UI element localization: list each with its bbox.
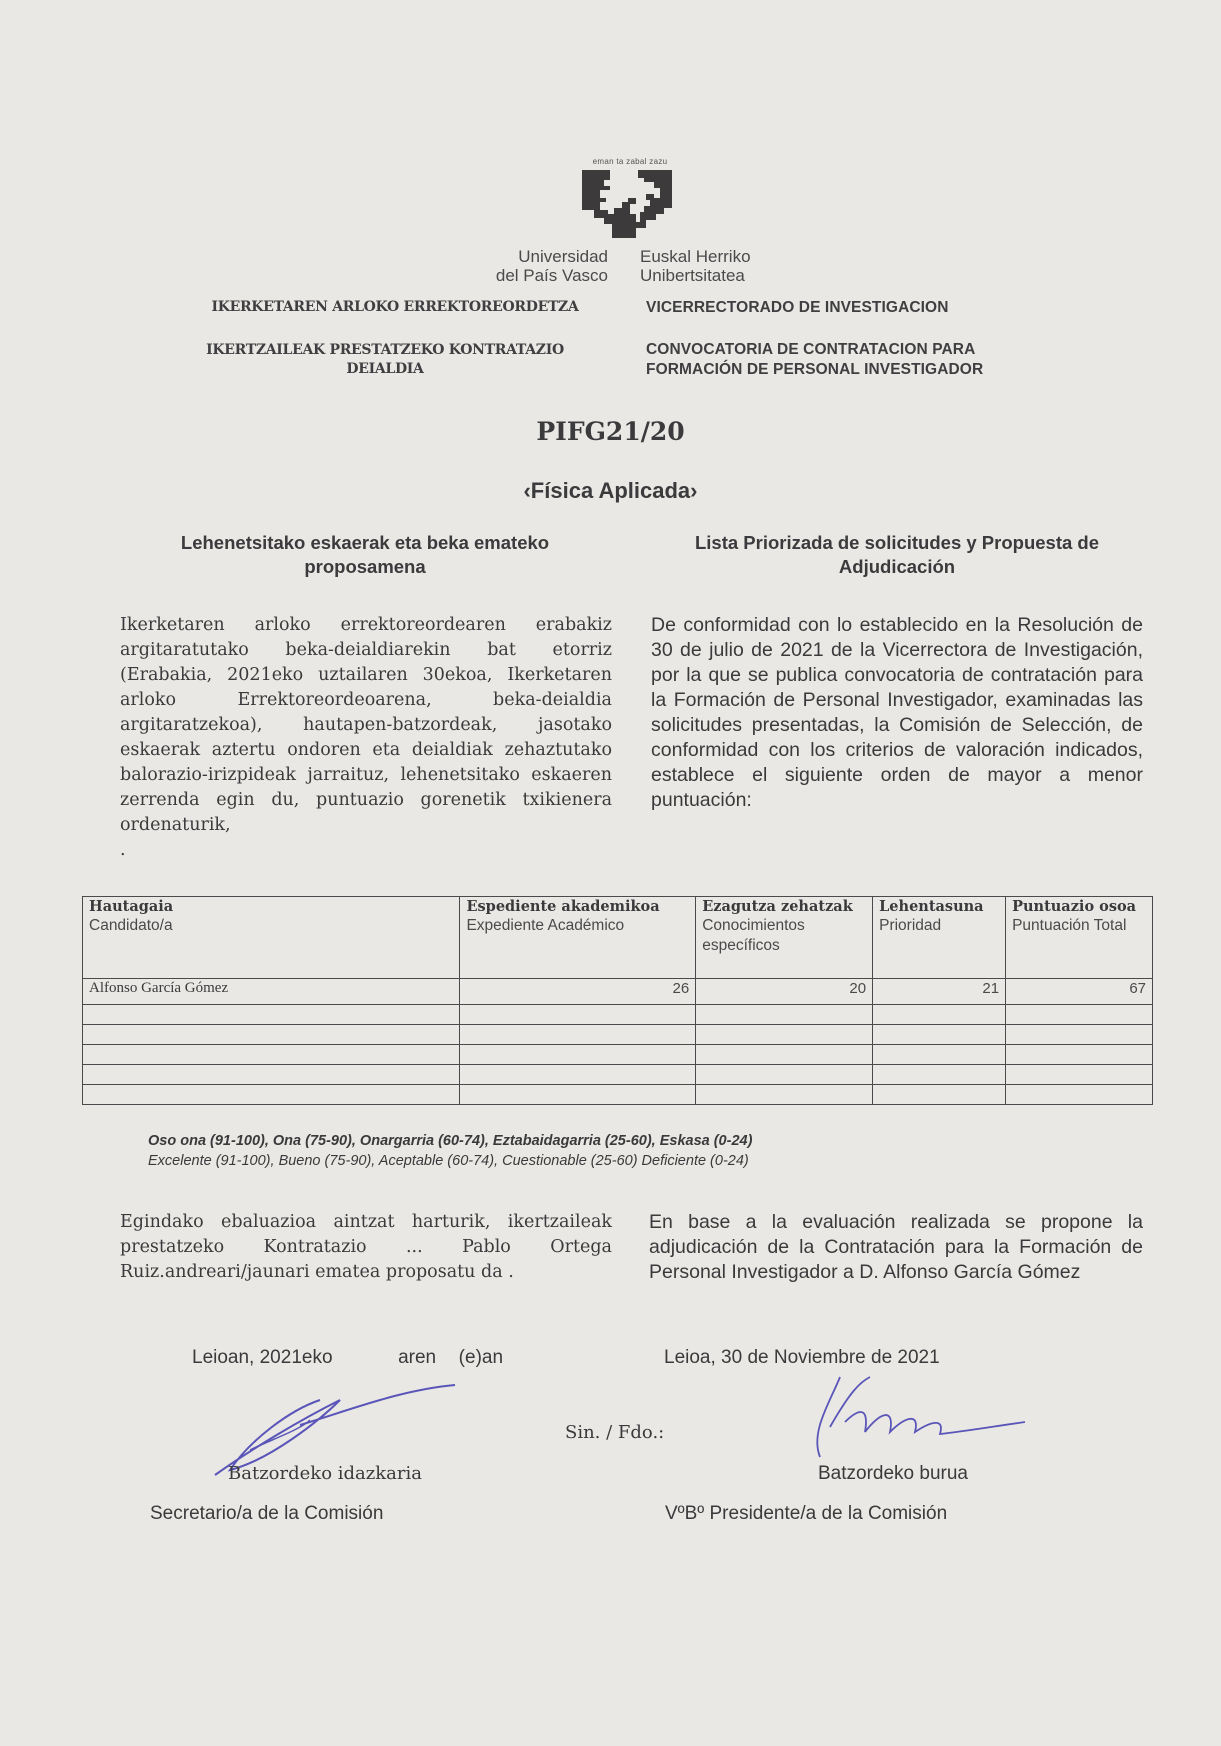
department-eu: IKERKETAREN ARLOKO ERREKTOREORDETZA [211,299,579,315]
secretary-title-es: Secretario/a de la Comisión [150,1503,384,1524]
empty-cell [873,1085,1006,1105]
university-logo-icon [580,168,675,240]
table-row-empty [83,1025,1153,1045]
empty-cell [460,1065,696,1085]
column-header-eu: Puntuazio osoa [1012,898,1137,915]
proposal-paragraph-es: En base a la evaluación realizada se propone la adjudicación de la Contratación para la Formación de Personal Investigador a D. Alfonso García Gómez [649,1211,1143,1283]
scores-table [82,896,1153,1105]
empty-cell [1006,1045,1153,1065]
section-title-es [650,531,1144,579]
empty-cell [83,1005,460,1025]
empty-cell [873,1025,1006,1045]
empty-cell [873,1005,1006,1025]
table-header-row [83,897,1153,979]
empty-cell [460,1005,696,1025]
candidate-name: Alfonso García Gómez [83,979,460,1005]
president-title-es: VºBº Presidente/a de la Comisión [665,1503,948,1524]
empty-cell [696,1085,873,1105]
rating-legend-es: Excelente (91-100), Bueno (75-90), Aceptable (60-74), Cuestionable (25-60) Deficiente (0-24) [148,1153,749,1169]
column-header-priority [873,897,1006,979]
empty-cell [1006,1005,1153,1025]
secretary-title-eu: Batzordeko idazkaria [228,1463,422,1484]
section-title-es-line2: Adjudicación [838,556,956,577]
call-title-eu [160,341,610,379]
priority-score: 21 [873,979,1006,1005]
column-header-total [1006,897,1153,979]
empty-cell [1006,1025,1153,1045]
column-header-es: Puntuación Total [1012,917,1127,934]
call-title-es-line2: FORMACIÓN DE PERSONAL INVESTIGADOR [646,361,984,378]
call-title-es [646,340,983,380]
column-header-eu: Espediente akademikoa [466,898,660,915]
empty-cell [873,1045,1006,1065]
president-title-eu: Batzordeko burua [818,1463,968,1484]
empty-cell [83,1025,460,1045]
empty-cell [460,1085,696,1105]
section-title-eu-line2: proposamena [304,556,426,577]
empty-cell [873,1065,1006,1085]
section-title-eu-line1: Lehenetsitako eskaerak eta beka emateko [180,532,550,553]
department-es: VICERRECTORADO DE INVESTIGACION [646,299,949,316]
column-header-candidate [83,897,460,979]
place-date-eu-part3: (e)an [458,1347,504,1368]
proposal-paragraph-eu: Egindako ebaluazioa aintzat harturik, ikertzaileak prestatzeko Kontratazio ... Pablo Ortega Ruiz.andreari/jaunari ematea proposatu da . [120,1212,612,1282]
empty-cell [83,1085,460,1105]
academic-score: 26 [460,979,696,1005]
university-eu-line2: Unibertsitatea [640,266,745,285]
call-title-eu-line1: IKERTZAILEAK PRESTATZEKO KONTRATAZIO [206,342,564,358]
signed-label: Sin. / Fdo.: [565,1422,665,1443]
table-row-empty [83,1045,1153,1065]
empty-cell [1006,1085,1153,1105]
column-header-es: Candidato/a [89,917,173,934]
place-date-eu-part1: Leioan, 2021eko [192,1347,333,1368]
table-row [83,979,1153,1005]
table-row-empty [83,1005,1153,1025]
university-name-eu [640,247,840,285]
intro-paragraph-es: De conformidad con lo establecido en la Resolución de 30 de julio de 2021 de la Vicerrectora de Investigación, por la que se publica convocatoria de contratación para la Formación de Personal Investigador, examinadas las solicitudes presentadas, la Comisión de Selección, de conformidad con los criterios de valoración indicados, establece el siguiente orden de mayor a menor puntuación: [651,614,1143,811]
university-es-line1: Universidad [518,247,608,266]
column-header-knowledge [696,897,873,979]
section-title-es-line1: Lista Priorizada de solicitudes y Propuesta de [694,532,1100,553]
president-signature-icon [800,1372,1030,1462]
place-date-es: Leioa, 30 de Noviembre de 2021 [664,1347,940,1368]
column-header-es: Expediente Académico [466,917,625,934]
call-title-eu-line2: DEIALDIA [346,361,424,377]
university-es-line2: del País Vasco [495,266,608,285]
empty-cell [696,1025,873,1045]
call-code: PIFG21/20 [536,417,685,446]
intro-paragraph-eu: Ikerketaren arloko errektoreordearen erabakiz argitaratutako beka-deialdiarekin bat etorriz (Erabakia, 2021eko uztailaren 30ekoa, Ikerketaren arloko Errektoreordeoarena, beka-deialdia argitaratzekoa), hautapen-batzordeak, jasotako eskaerak aztertu ondoren eta deialdiak zehaztutako balorazio-irizpideak jarraituz, lehenetsitako eskaeren zerrenda egin du, puntuazio gorenetik txikienera ordenaturik, [120,615,612,835]
empty-cell [83,1065,460,1085]
column-header-es: Conocimientos específicos [702,917,805,954]
intro-paragraph-eu-trailing: . [120,840,126,860]
empty-cell [696,1065,873,1085]
table-row-empty [83,1085,1153,1105]
total-score: 67 [1006,979,1153,1005]
column-header-es: Prioridad [879,917,942,934]
empty-cell [1006,1065,1153,1085]
knowledge-score: 20 [696,979,873,1005]
column-header-academic [460,897,696,979]
subject-area: ‹Física Aplicada› [523,478,698,503]
place-date-eu [192,1347,503,1369]
empty-cell [83,1045,460,1065]
empty-cell [696,1005,873,1025]
empty-cell [696,1045,873,1065]
university-name-es [440,247,608,285]
rating-legend-eu: Oso ona (91-100), Ona (75-90), Onargarria (60-74), Eztabaidagarria (25-60), Eskasa (0-24) [148,1133,753,1149]
empty-cell [460,1045,696,1065]
section-title-eu [120,531,610,579]
table-row-empty [83,1065,1153,1085]
call-title-es-line1: CONVOCATORIA DE CONTRATACION PARA [646,341,976,358]
column-header-eu: Hautagaia [89,898,174,915]
empty-cell [460,1025,696,1045]
place-date-eu-part2: aren [398,1347,437,1368]
column-header-eu: Lehentasuna [879,898,984,915]
column-header-eu: Ezagutza zehatzak [702,898,853,915]
logo-motto: eman ta zabal zazu [592,157,668,166]
university-eu-line1: Euskal Herriko [640,247,751,266]
